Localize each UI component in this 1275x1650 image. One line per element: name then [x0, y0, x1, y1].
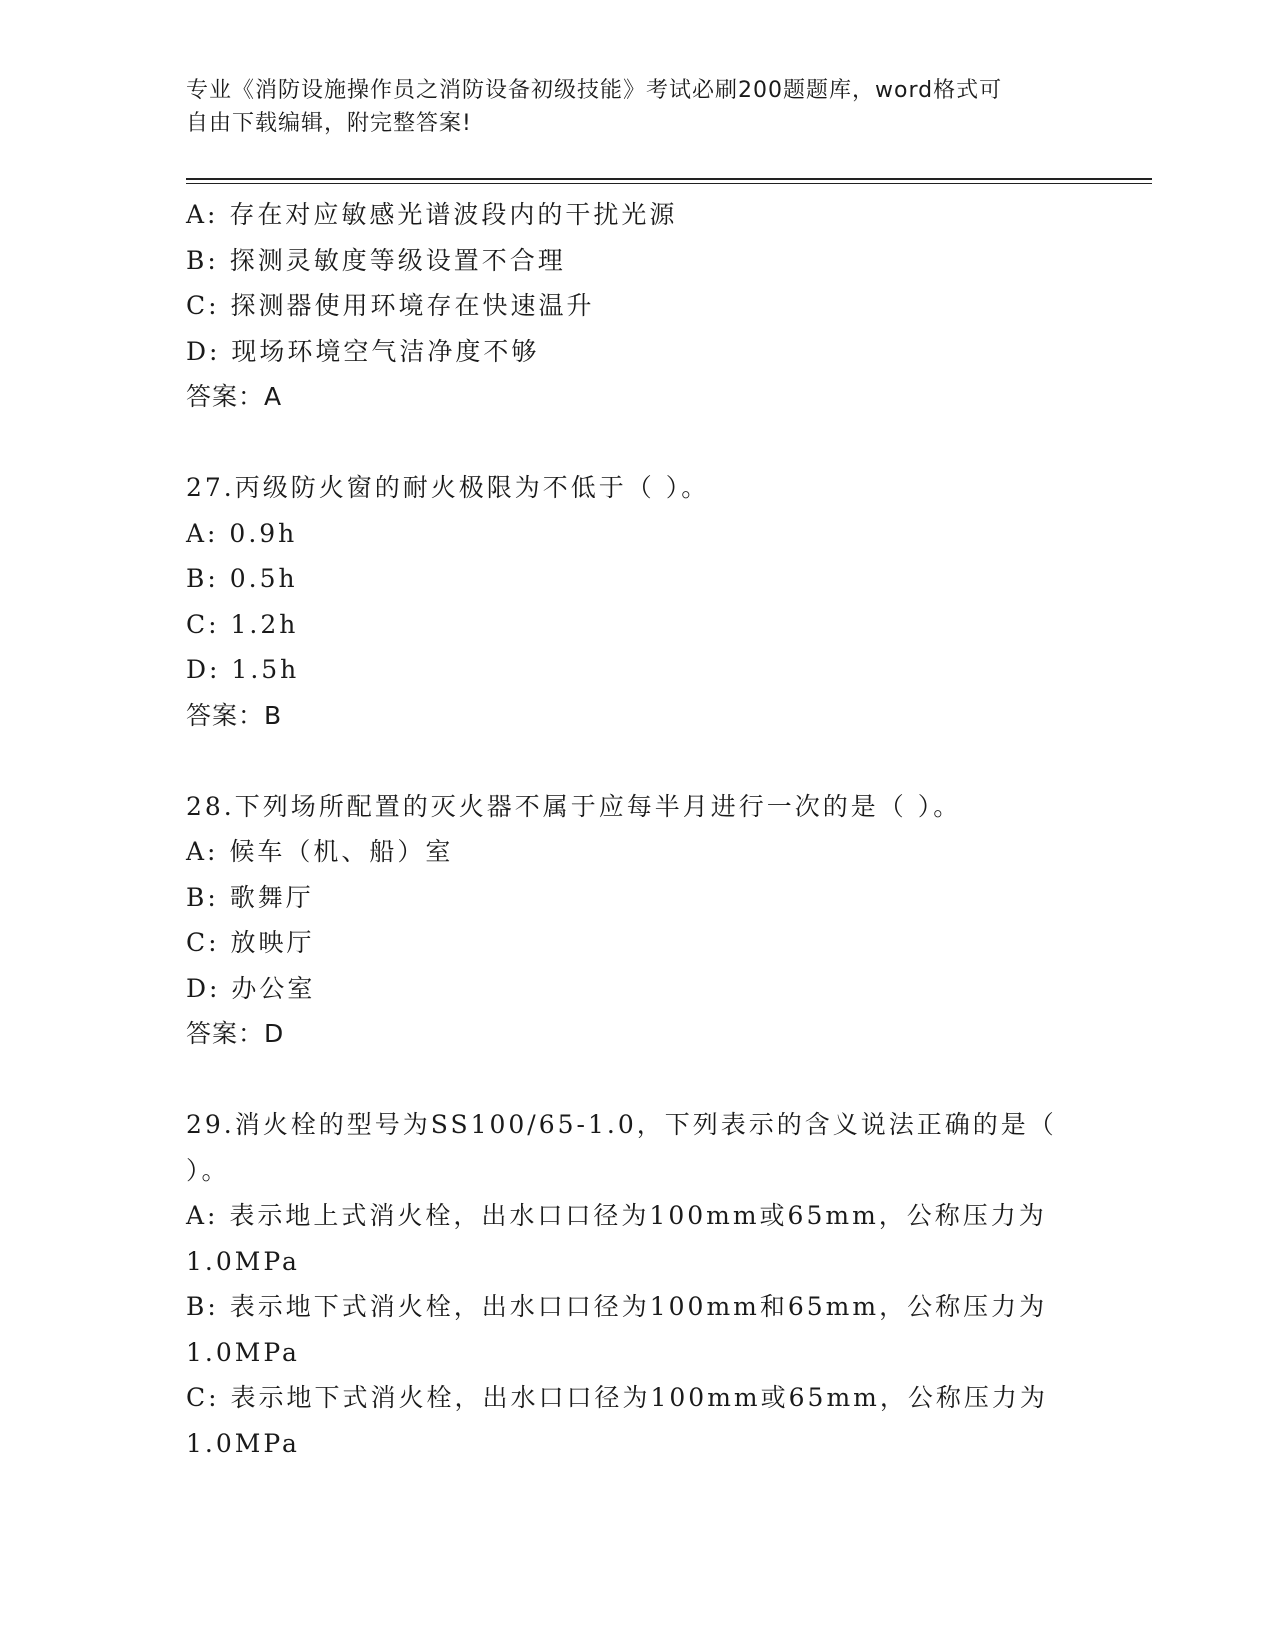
- question-26: [186, 192, 1086, 420]
- option-d: D: 办公室: [186, 973, 316, 1003]
- question-text: 28.下列场所配置的灭火器不属于应每半月进行一次的是（ ）。: [186, 791, 962, 821]
- option-d: D: 现场环境空气洁净度不够: [186, 336, 540, 366]
- header-divider-thin: [186, 183, 1152, 184]
- option-c-line2: 1.0MPa: [186, 1428, 300, 1458]
- spacer: [186, 738, 1086, 784]
- option-a: A: 0.9h: [186, 518, 298, 548]
- spacer: [186, 1057, 1086, 1103]
- option-a: A: 候车（机、船）室: [186, 837, 454, 866]
- question-27: [186, 465, 1086, 738]
- header-divider-thick: [186, 178, 1152, 180]
- option-b: B: 探测灵敏度等级设置不合理: [186, 245, 566, 275]
- option-b-line1: B: 表示地下式消火栓，出水口口径为100mm和65mm，公称压力为: [186, 1292, 1048, 1321]
- option-b: B: 歌舞厅: [186, 882, 314, 912]
- header-title-line1: 专业《消防设施操作员之消防设备初级技能》考试必刷200题题库，word格式可: [186, 78, 1003, 103]
- header-title-line2: 自由下载编辑，附完整答案!: [186, 111, 472, 136]
- answer-line: 答案：D: [186, 1019, 285, 1048]
- option-d: D: 1.5h: [186, 655, 300, 684]
- option-b: B: 0.5h: [186, 564, 298, 593]
- option-b-line2: 1.0MPa: [186, 1337, 300, 1367]
- option-c-line1: C: 表示地下式消火栓，出水口口径为100mm或65mm，公称压力为: [186, 1383, 1048, 1412]
- question-text-line2: ）。: [186, 1155, 230, 1185]
- question-list: [186, 192, 1086, 1466]
- spacer: [186, 420, 1086, 466]
- option-a: A: 存在对应敏感光谱波段内的干扰光源: [186, 200, 678, 229]
- question-text-line1: 29.消火栓的型号为SS100/65-1.0，下列表示的含义说法正确的是（: [186, 1110, 1057, 1139]
- answer-line: 答案：B: [186, 700, 283, 730]
- option-a-line2: 1.0MPa: [186, 1246, 300, 1276]
- question-text: 27.丙级防火窗的耐火极限为不低于（ ）。: [186, 473, 710, 502]
- question-28: [186, 784, 1086, 1057]
- option-c: C: 1.2h: [186, 609, 299, 639]
- answer-line: 答案：A: [186, 382, 283, 411]
- option-a-line1: A: 表示地上式消火栓，出水口口径为100mm或65mm，公称压力为: [186, 1201, 1047, 1230]
- option-c: C: 探测器使用环境存在快速温升: [186, 291, 595, 320]
- question-29: [186, 1102, 1086, 1466]
- option-c: C: 放映厅: [186, 928, 315, 957]
- document-header: [186, 74, 1066, 140]
